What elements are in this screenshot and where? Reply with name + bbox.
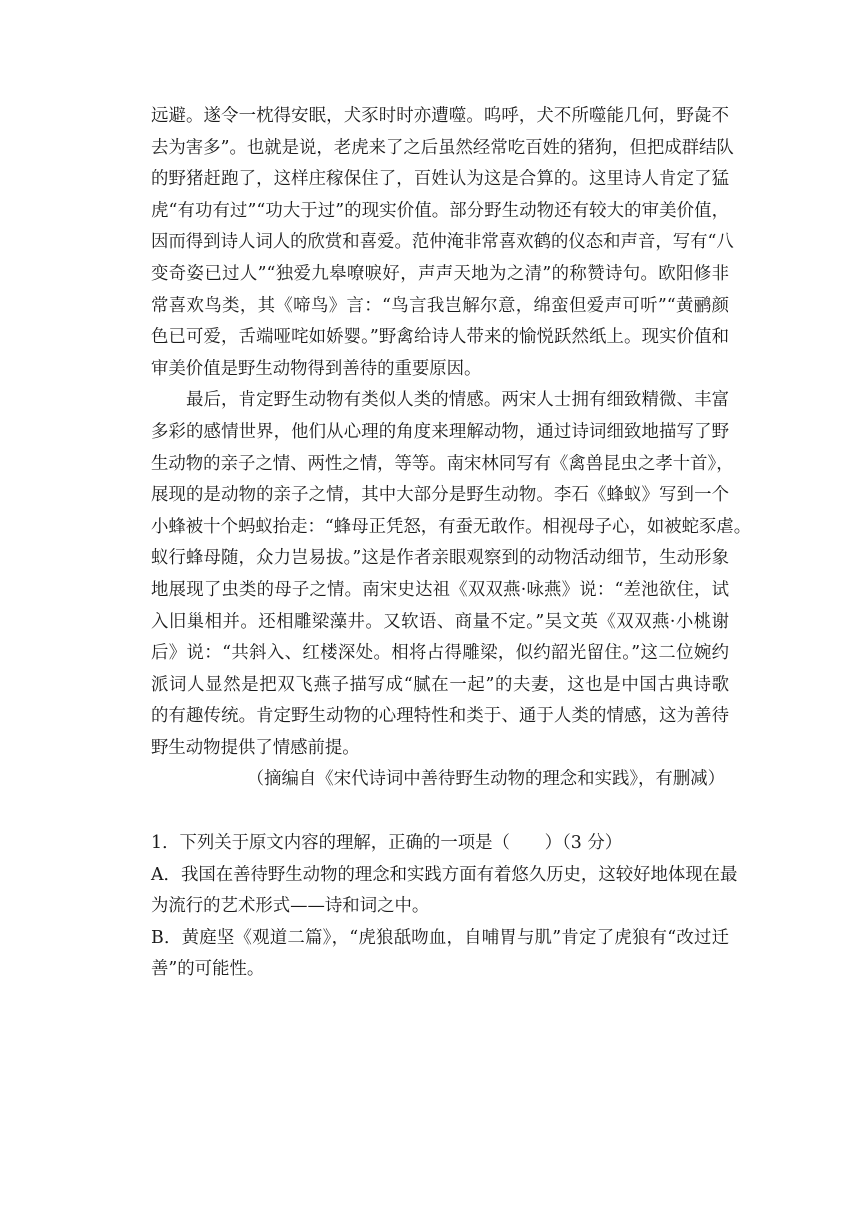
text-line: 多彩的感情世界，他们从心理的角度来理解动物，通过诗词细致地描写了野: [151, 421, 729, 442]
option-a-line: 为流行的艺术形式——诗和词之中。: [151, 896, 430, 917]
text-line: 地展现了虫类的母子之情。南宋史达祖《双双燕·咏燕》说：“差池欲住，试: [151, 579, 729, 600]
document-page: [151, 101, 752, 986]
option-a: [151, 860, 738, 923]
text-line: 去为害多”。也就是说，老虎来了之后虽然经常吃百姓的猪狗，但把成群结队: [151, 137, 734, 158]
text-line: 色已可爱，舌端哑咤如娇婴。”野禽给诗人带来的愉悦跃然纸上。现实价值和: [151, 327, 729, 348]
text-line: 的有趣传统。肯定野生动物的心理特性和类于、通于人类的情感，这为善待: [151, 706, 729, 727]
text-line: 展现的是动物的亲子之情，其中大部分是野生动物。李石《蜂蚁》写到一个: [151, 485, 729, 506]
paragraph-1: [151, 101, 734, 385]
text-line: 小蜂被十个蚂蚁抬走：“蜂母正凭怒，有蚕无敢作。相视母子心，如被蛇豕虐。: [151, 516, 752, 537]
option-b-line: 善”的可能性。: [151, 959, 265, 980]
text-line: 常喜欢鸟类，其《啼鸟》言：“鸟言我岂解尔意，绵蛮但爱声可听”“黄鹂颜: [151, 295, 729, 316]
text-line: 虎“有功有过”“功大于过”的现实价值。部分野生动物还有较大的审美价值，: [151, 200, 729, 221]
text-line: 最后，肯定野生动物有类似人类的情感。两宋人士拥有细致精微、丰富: [186, 390, 729, 411]
text-line: 后》说：“共斜入、红楼深处。相将占得雕梁，似约韶光留住。”这二位婉约: [151, 643, 729, 664]
source-citation: （摘编自《宋代诗词中善待野生动物的理念和实践》，有删减）: [246, 769, 725, 790]
option-b-line: B．黄庭坚《观道二篇》，“虎狼舐吻血，自哺胃与肌”肯定了虎狼有“改过迁: [151, 927, 729, 948]
text-line: 的野猪赶跑了，这样庄稼保住了，百姓认为这是合算的。这里诗人肯定了猛: [151, 169, 729, 190]
text-line: 蚁行蜂母随，众力岂易拔。”这是作者亲眼观察到的动物活动细节，生动形象: [151, 548, 729, 569]
option-b: [151, 923, 729, 986]
text-line: 派词人显然是把双飞燕子描写成“腻在一起”的夫妻，这也是中国古典诗歌: [151, 674, 729, 695]
paragraph-2: [151, 385, 752, 764]
text-line: 变奇姿已过人”“独爱九皋嘹唳好，声声天地为之清”的称赞诗句。欧阳修非: [151, 263, 729, 284]
option-a-line: A．我国在善待野生动物的理念和实践方面有着悠久历史，这较好地体现在最: [151, 864, 738, 885]
question-1-stem: 1．下列关于原文内容的理解，正确的一项是（ ）（3 分）: [151, 833, 623, 854]
text-line: 因而得到诗人词人的欣赏和喜爱。范仲淹非常喜欢鹤的仪态和声音，写有“八: [151, 232, 734, 253]
text-line: 审美价值是野生动物得到善待的重要原因。: [151, 358, 482, 379]
question-section: [151, 828, 738, 986]
text-line: 入旧巢相并。还相雕梁藻井。又软语、商量不定。”吴文英《双双燕·小桃谢: [151, 611, 729, 632]
text-line: 野生动物提供了情感前提。: [151, 737, 360, 758]
text-line: 远避。遂令一枕得安眠，犬豕时时亦遭噬。呜呼，犬不所噬能几何，野彘不: [151, 106, 729, 126]
text-line: 生动物的亲子之情、两性之情，等等。南宋林同写有《禽兽昆虫之孝十首》，: [151, 453, 734, 474]
